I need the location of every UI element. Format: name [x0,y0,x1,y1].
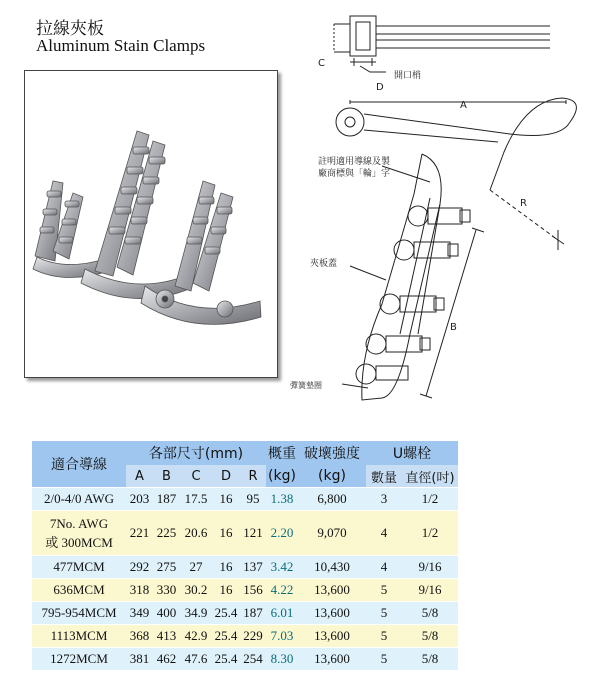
cell-c: 34.9 [180,602,212,625]
cell-a: 381 [126,648,153,671]
cell-a: 203 [126,488,153,511]
cell-d: 16 [212,556,240,579]
cell-a: 349 [126,602,153,625]
cell-strength: 9,070 [298,511,366,556]
technical-drawing [290,4,590,424]
cell-dia: 9/16 [402,556,458,579]
cell-a: 368 [126,625,153,648]
label-c: C [318,58,325,69]
cell-strength: 13,600 [298,579,366,602]
cell-dia: 5/8 [402,602,458,625]
spec-table [32,441,458,670]
cell-b: 330 [153,579,180,602]
header-weight-unit: (kg) [266,465,298,488]
page-title-chinese: 拉線夾板 [36,19,104,39]
cell-strength: 13,600 [298,602,366,625]
header-c: C [191,468,201,484]
table-row [32,488,458,511]
cell-strength: 13,600 [298,625,366,648]
header-qty: 數量 [370,470,397,486]
header-b: B [162,468,171,484]
label-b: B [450,322,457,333]
header-ubolt: U螺栓 [392,446,432,462]
cell-c: 17.5 [180,488,212,511]
cell-conductor: 1113MCM [32,625,126,648]
cell-c: 42.9 [180,625,212,648]
header-a: A [135,468,144,484]
cell-r: 121 [240,511,266,556]
cell-dia: 1/2 [402,488,458,511]
label-clamp-cover: 夾板蓋 [310,259,338,269]
header-dia: 直徑(吋) [405,470,455,486]
cell-a: 292 [126,556,153,579]
cell-qty: 5 [366,579,402,602]
cell-dia: 5/8 [402,625,458,648]
cell-c: 47.6 [180,648,212,671]
cell-b: 187 [153,488,180,511]
cell-c: 30.2 [180,579,212,602]
product-photo [24,70,278,378]
cell-weight: 6.01 [266,602,298,625]
cell-d: 16 [212,488,240,511]
cell-weight: 1.38 [266,488,298,511]
header-d: D [220,468,231,484]
cell-dia: 5/8 [402,648,458,671]
cell-r: 254 [240,648,266,671]
table-row [32,648,458,671]
cell-qty: 3 [366,488,402,511]
header-strength: 破壞強度 [304,446,360,462]
cell-conductor: 2/0-4/0 AWG [32,488,126,511]
cell-d: 25.4 [212,602,240,625]
cell-qty: 4 [366,511,402,556]
cell-d: 16 [212,511,240,556]
cell-c: 27 [180,556,212,579]
cell-weight: 4.22 [266,579,298,602]
cell-c: 20.6 [180,511,212,556]
cell-qty: 5 [366,602,402,625]
cell-conductor: 795-954MCM [32,602,126,625]
label-pin: 開口梢 [394,71,422,81]
label-a: A [460,100,467,111]
cell-strength: 6,800 [298,488,366,511]
cell-r: 95 [240,488,266,511]
cell-strength: 10,430 [298,556,366,579]
label-spring-washer: 彈簧墊圈 [290,381,322,390]
cell-d: 25.4 [212,625,240,648]
clamp-photo-illustration [25,71,277,377]
cell-b: 225 [153,511,180,556]
table-row [32,556,458,579]
cell-dia: 9/16 [402,579,458,602]
label-note-1: 註明適用導線及製 [318,157,391,167]
cell-r: 137 [240,556,266,579]
cell-dia: 1/2 [402,511,458,556]
cell-d: 25.4 [212,648,240,671]
cell-conductor: 1272MCM [32,648,126,671]
cell-qty: 5 [366,625,402,648]
page-title-english: Aluminum Stain Clamps [36,36,206,55]
cell-b: 413 [153,625,180,648]
cell-a: 318 [126,579,153,602]
table-row [32,579,458,602]
cell-d: 16 [212,579,240,602]
cell-r: 156 [240,579,266,602]
cell-conductor-line-2: 或 300MCM [45,535,113,550]
label-d: D [376,82,384,93]
cell-conductor: 477MCM [32,556,126,579]
cell-weight: 2.20 [266,511,298,556]
cell-weight: 7.03 [266,625,298,648]
cell-strength: 13,600 [298,648,366,671]
cell-weight: 8.30 [266,648,298,671]
cell-a: 221 [126,511,153,556]
cell-b: 400 [153,602,180,625]
table-row [32,602,458,625]
header-weight: 概重 [268,446,296,462]
table-row [32,511,458,556]
cell-qty: 5 [366,648,402,671]
label-note-2: 廠商標與「輪」字 [318,169,391,179]
cell-conductor [32,511,126,556]
cell-r: 229 [240,625,266,648]
header-strength-unit: (kg) [298,465,366,488]
header-r: R [248,468,258,484]
table-row [32,625,458,648]
cell-r: 187 [240,602,266,625]
header-dims: 各部尺寸(mm) [148,446,244,462]
cell-conductor-line-1: 7No. AWG [49,516,109,531]
header-conductor: 適合導線 [51,457,107,473]
cell-b: 275 [153,556,180,579]
cell-conductor: 636MCM [32,579,126,602]
cell-weight: 3.42 [266,556,298,579]
cell-qty: 4 [366,556,402,579]
cell-b: 462 [153,648,180,671]
clamp-technical-drawing-svg [290,4,590,424]
label-r: R [520,198,527,209]
